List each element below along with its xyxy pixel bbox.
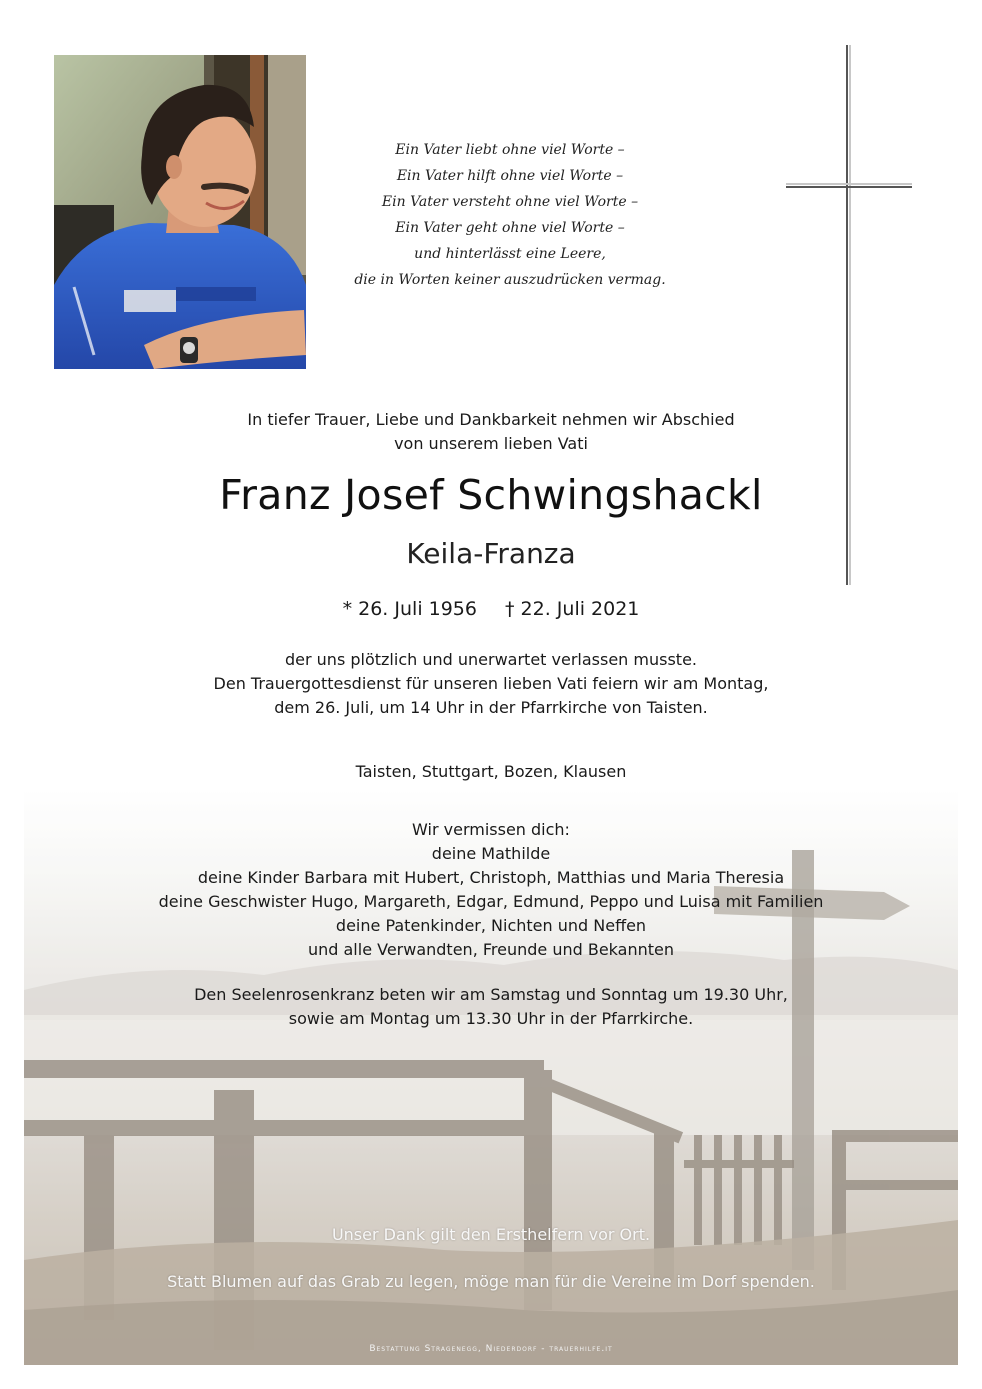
announcement-line: Den Trauergottesdienst für unseren lieben Vati feiern wir am Montag, — [213, 674, 769, 693]
mourners-heading: Wir vermissen dich: — [412, 820, 570, 839]
mourners — [0, 818, 982, 962]
death-date: † 22. Juli 2021 — [505, 598, 640, 620]
poem-line: Ein Vater liebt ohne viel Worte – — [395, 142, 625, 158]
poem-line: die in Worten keiner auszudrücken vermag. — [354, 272, 666, 288]
birth-date: * 26. Juli 1956 — [342, 598, 477, 620]
rosary-line: sowie am Montag um 13.30 Uhr in der Pfarrkirche. — [288, 1009, 694, 1028]
poem-line: Ein Vater hilft ohne viel Worte – — [396, 168, 624, 184]
intro-line: von unserem lieben Vati — [394, 434, 588, 453]
deceased-name: Franz Josef Schwingshackl — [219, 471, 763, 519]
thanks-text: Unser Dank gilt den Ersthelfern vor Ort. — [331, 1225, 651, 1244]
life-dates — [0, 595, 982, 623]
mourner-line: deine Kinder Barbara mit Hubert, Christoph, Matthias und Maria Theresia — [197, 868, 785, 887]
mourner-line: deine Geschwister Hugo, Margareth, Edgar, Edmund, Peppo und Luisa mit Familien — [158, 892, 824, 911]
mourner-line: deine Mathilde — [431, 844, 551, 863]
portrait-photo — [54, 55, 306, 369]
announcement — [0, 648, 982, 720]
cross-bar — [786, 186, 912, 188]
portrait-illustration — [54, 55, 306, 369]
mourner-line: deine Patenkinder, Nichten und Neffen — [335, 916, 647, 935]
places: Taisten, Stuttgart, Bozen, Klausen — [355, 762, 627, 781]
poem-line: und hinterlässt eine Leere, — [414, 246, 606, 262]
announcement-line: der uns plötzlich und unerwartet verlassen musste. — [285, 650, 697, 669]
rosary-line: Den Seelenrosenkranz beten wir am Samstag und Sonntag um 19.30 Uhr, — [194, 985, 788, 1004]
mourner-line: und alle Verwandten, Freunde und Bekannten — [307, 940, 675, 959]
intro-line: In tiefer Trauer, Liebe und Dankbarkeit nehmen wir Abschied — [247, 410, 735, 429]
rosary-info — [0, 983, 982, 1031]
poem — [330, 137, 690, 293]
footer-credit: Bestattung Stragenegg, Niederdorf - trauerhilfe.it — [369, 1344, 613, 1354]
intro-text — [0, 408, 982, 456]
flowers-note: Statt Blumen auf das Grab zu legen, möge man für die Vereine im Dorf spenden. — [167, 1272, 815, 1291]
deceased-nickname: Keila-Franza — [406, 537, 576, 570]
poem-line: Ein Vater geht ohne viel Worte – — [395, 220, 625, 236]
announcement-line: dem 26. Juli, um 14 Uhr in der Pfarrkirche von Taisten. — [274, 698, 708, 717]
poem-line: Ein Vater versteht ohne viel Worte – — [381, 194, 639, 210]
